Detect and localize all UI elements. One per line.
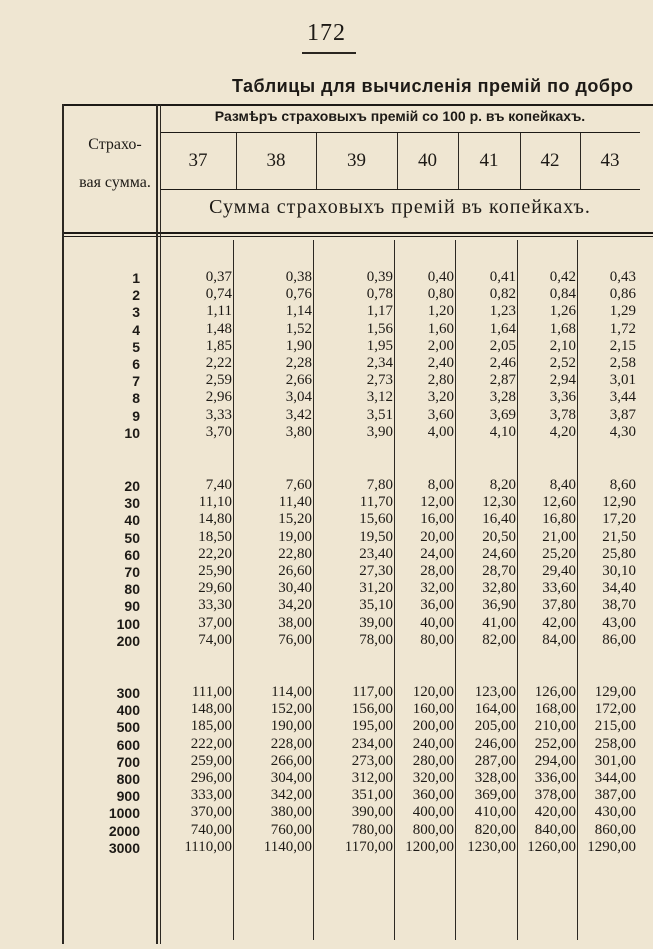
insured-sum: 80 bbox=[124, 581, 140, 598]
premium-cell: 25,90 bbox=[198, 563, 232, 579]
premium-cell: 30,40 bbox=[278, 580, 312, 597]
premium-cell: 2,59 bbox=[205, 372, 232, 389]
premium-cell: 2,05 bbox=[489, 337, 516, 354]
premium-cell: 304,00 bbox=[270, 770, 312, 786]
premium-cell: 3,28 bbox=[489, 389, 516, 406]
premium-cell: 0,40 bbox=[427, 269, 454, 285]
premium-cell: 0,84 bbox=[549, 286, 576, 303]
premium-cell: 123,00 bbox=[474, 684, 516, 700]
insured-sum: 40 bbox=[124, 512, 140, 529]
column-header: 39 bbox=[347, 150, 366, 171]
premium-cell: 210,00 bbox=[534, 718, 576, 735]
page-title: Таблицы для вычисленія премій по добро bbox=[232, 76, 634, 96]
insured-sum: 20 bbox=[124, 478, 140, 494]
premium-cell: 328,00 bbox=[474, 770, 516, 786]
premium-cell: 1,26 bbox=[549, 303, 576, 320]
table-left-border bbox=[62, 104, 64, 944]
premium-cell: 2,28 bbox=[285, 355, 312, 371]
insured-sum: 700 bbox=[116, 753, 140, 770]
premium-cell: 29,60 bbox=[198, 580, 232, 597]
premium-cell: 3,33 bbox=[205, 406, 232, 423]
premium-cell: 215,00 bbox=[594, 718, 636, 735]
premium-cell: 3,69 bbox=[489, 406, 516, 423]
premium-cell: 129,00 bbox=[594, 684, 636, 700]
premium-cell: 120,00 bbox=[412, 684, 454, 700]
premium-cell: 2,96 bbox=[205, 389, 232, 406]
insured-sum: 900 bbox=[116, 788, 140, 805]
premium-cell: 222,00 bbox=[190, 735, 232, 752]
premium-cell: 240,00 bbox=[412, 735, 454, 752]
premium-cell: 1,20 bbox=[427, 303, 454, 320]
premium-cell: 15,60 bbox=[359, 511, 393, 528]
premium-cell: 24,00 bbox=[420, 545, 454, 562]
premium-cell: 380,00 bbox=[270, 804, 312, 821]
premium-cell: 117,00 bbox=[352, 684, 393, 700]
premium-cell: 1,64 bbox=[489, 320, 516, 337]
premium-cell: 36,00 bbox=[420, 597, 454, 614]
premium-cell: 3,44 bbox=[609, 389, 636, 406]
column-header: 40 bbox=[418, 150, 437, 171]
premium-cell: 1,85 bbox=[205, 337, 232, 354]
premium-cell: 1,11 bbox=[206, 303, 232, 320]
premium-cell: 33,60 bbox=[542, 580, 576, 597]
premium-cell: 31,20 bbox=[359, 580, 393, 597]
premium-cell: 400,00 bbox=[412, 804, 454, 821]
premium-cell: 342,00 bbox=[270, 787, 312, 804]
premium-cell: 840,00 bbox=[534, 821, 576, 838]
premium-cell: 41,00 bbox=[482, 614, 516, 631]
premium-cell: 1,95 bbox=[366, 337, 393, 354]
premium-cell: 1,48 bbox=[205, 320, 232, 337]
premium-cell: 351,00 bbox=[351, 787, 393, 804]
premium-cell: 860,00 bbox=[594, 821, 636, 838]
insured-sum: 6 bbox=[132, 356, 140, 372]
premium-cell: 3,01 bbox=[609, 372, 636, 389]
premium-cell: 40,00 bbox=[420, 614, 454, 631]
premium-cell: 333,00 bbox=[190, 787, 232, 804]
table-top-rule bbox=[62, 104, 653, 106]
premium-cell: 1,90 bbox=[285, 337, 312, 354]
premium-cell: 0,78 bbox=[366, 286, 393, 303]
insured-sum: 10 bbox=[124, 424, 140, 441]
column-divider bbox=[458, 133, 459, 189]
stub-header-line-2: вая сумма. bbox=[79, 174, 151, 191]
premium-cell: 234,00 bbox=[351, 735, 393, 752]
premium-cell: 114,00 bbox=[271, 684, 312, 700]
premium-cell: 86,00 bbox=[602, 631, 636, 648]
premium-cell: 430,00 bbox=[594, 804, 636, 821]
insured-sum: 70 bbox=[124, 564, 140, 580]
premium-cell: 1200,00 bbox=[405, 838, 454, 855]
insured-sum: 800 bbox=[116, 771, 140, 787]
premium-cell: 0,82 bbox=[489, 286, 516, 303]
premium-cell: 259,00 bbox=[190, 752, 232, 769]
column-header: 43 bbox=[600, 150, 620, 171]
premium-cell: 301,00 bbox=[594, 752, 636, 769]
premium-cell: 42,00 bbox=[542, 614, 576, 631]
column-divider bbox=[397, 133, 398, 189]
premium-cell: 195,00 bbox=[351, 718, 393, 735]
premium-cell: 2,15 bbox=[609, 337, 636, 354]
premium-cell: 273,00 bbox=[351, 752, 393, 769]
premium-cell: 34,20 bbox=[278, 597, 312, 614]
premium-cell: 0,38 bbox=[285, 269, 312, 285]
insured-sum: 5 bbox=[132, 338, 140, 355]
premium-cell: 28,70 bbox=[482, 563, 516, 579]
premium-cell: 24,60 bbox=[482, 545, 516, 562]
premium-cell: 4,20 bbox=[549, 423, 576, 440]
premium-cell: 0,74 bbox=[205, 286, 232, 303]
premium-cell: 1,29 bbox=[609, 303, 636, 320]
premium-cell: 37,00 bbox=[198, 614, 232, 631]
insured-sum: 30 bbox=[124, 495, 140, 512]
insured-sum: 9 bbox=[132, 407, 140, 424]
premium-cell: 370,00 bbox=[190, 804, 232, 821]
premium-cell: 185,00 bbox=[190, 718, 232, 735]
premium-cell: 7,40 bbox=[205, 477, 232, 493]
premium-cell: 1140,00 bbox=[263, 838, 312, 855]
premium-cell: 12,30 bbox=[482, 494, 516, 511]
premium-cell: 2,66 bbox=[285, 372, 312, 389]
premium-cell: 3,51 bbox=[366, 406, 393, 423]
premium-cell: 2,73 bbox=[366, 372, 393, 389]
premium-cell: 320,00 bbox=[412, 770, 454, 786]
premium-cell: 20,50 bbox=[482, 528, 516, 545]
premium-cell: 740,00 bbox=[190, 821, 232, 838]
premium-cell: 0,39 bbox=[366, 269, 393, 285]
table-header-rule-2 bbox=[62, 236, 653, 237]
rate-header: Размѣръ страховыхъ премій со 100 р. въ копейкахъ. bbox=[214, 108, 586, 124]
premium-cell: 200,00 bbox=[412, 718, 454, 735]
premium-cell: 280,00 bbox=[412, 752, 454, 769]
insured-sum: 3 bbox=[132, 304, 140, 321]
premium-cell: 287,00 bbox=[474, 752, 516, 769]
insured-sum: 4 bbox=[132, 321, 140, 338]
premium-cell: 76,00 bbox=[278, 631, 312, 648]
premium-cell: 26,60 bbox=[278, 563, 312, 579]
premium-cell: 11,70 bbox=[359, 494, 393, 511]
premium-cell: 0,43 bbox=[609, 269, 636, 285]
premium-cell: 17,20 bbox=[602, 511, 636, 528]
premium-cell: 74,00 bbox=[198, 631, 232, 648]
premium-cell: 43,00 bbox=[602, 614, 636, 631]
premium-cell: 1260,00 bbox=[527, 838, 576, 855]
insured-sum: 300 bbox=[116, 685, 140, 701]
premium-cell: 7,80 bbox=[366, 477, 393, 493]
insured-sum: 200 bbox=[116, 632, 140, 649]
stub-header-line-1: Страхо- bbox=[88, 136, 142, 153]
premium-cell: 160,00 bbox=[412, 701, 454, 718]
premium-cell: 111,00 bbox=[191, 684, 232, 700]
premium-cell: 1,14 bbox=[285, 303, 312, 320]
premium-cell: 8,60 bbox=[609, 477, 636, 493]
premium-cell: 378,00 bbox=[534, 787, 576, 804]
premium-cell: 21,50 bbox=[602, 528, 636, 545]
premium-cell: 15,20 bbox=[278, 511, 312, 528]
premium-cell: 12,60 bbox=[542, 494, 576, 511]
premium-cell: 38,70 bbox=[602, 597, 636, 614]
premium-cell: 0,76 bbox=[285, 286, 312, 303]
premium-cell: 12,90 bbox=[602, 494, 636, 511]
premium-cell: 336,00 bbox=[534, 770, 576, 786]
premium-cell: 4,00 bbox=[427, 423, 454, 440]
premium-cell: 164,00 bbox=[474, 701, 516, 718]
premium-cell: 0,42 bbox=[549, 269, 576, 285]
premium-cell: 390,00 bbox=[351, 804, 393, 821]
premium-cell: 420,00 bbox=[534, 804, 576, 821]
premium-cell: 4,10 bbox=[489, 423, 516, 440]
premium-cell: 82,00 bbox=[482, 631, 516, 648]
premium-cell: 172,00 bbox=[594, 701, 636, 718]
premium-cell: 126,00 bbox=[534, 684, 576, 700]
premium-cell: 11,40 bbox=[278, 494, 312, 511]
premium-cell: 4,30 bbox=[609, 423, 636, 440]
premium-cell: 152,00 bbox=[270, 701, 312, 718]
insured-sum: 2000 bbox=[108, 822, 140, 839]
premium-cell: 28,00 bbox=[420, 563, 454, 579]
premium-cell: 228,00 bbox=[270, 735, 312, 752]
insured-sum: 1 bbox=[132, 270, 140, 286]
premium-cell: 1,52 bbox=[285, 320, 312, 337]
premium-cell: 800,00 bbox=[412, 821, 454, 838]
premium-cell: 0,41 bbox=[489, 269, 516, 285]
premium-cell: 2,46 bbox=[489, 355, 516, 371]
premium-cell: 22,80 bbox=[278, 545, 312, 562]
premium-cell: 148,00 bbox=[190, 701, 232, 718]
insured-sum: 2 bbox=[132, 287, 140, 304]
premium-cell: 760,00 bbox=[270, 821, 312, 838]
premium-cell: 3,87 bbox=[609, 406, 636, 423]
premium-cell: 33,30 bbox=[198, 597, 232, 614]
premium-cell: 190,00 bbox=[270, 718, 312, 735]
premium-cell: 12,00 bbox=[420, 494, 454, 511]
premium-cell: 7,60 bbox=[285, 477, 312, 493]
premium-cell: 1,68 bbox=[549, 320, 576, 337]
insured-sum: 7 bbox=[132, 373, 140, 390]
column-header: 38 bbox=[266, 150, 286, 171]
insured-sum: 8 bbox=[132, 390, 140, 407]
insured-sum: 60 bbox=[124, 546, 140, 563]
premium-cell: 36,90 bbox=[482, 597, 516, 614]
premium-cell: 312,00 bbox=[351, 770, 393, 786]
premium-cell: 2,40 bbox=[427, 355, 454, 371]
premium-cell: 1110,00 bbox=[184, 838, 232, 855]
insured-sum: 400 bbox=[116, 702, 140, 719]
premium-cell: 32,80 bbox=[482, 580, 516, 597]
premium-cell: 25,20 bbox=[542, 545, 576, 562]
premium-cell: 2,87 bbox=[489, 372, 516, 389]
premium-cell: 8,00 bbox=[427, 477, 454, 493]
premium-cell: 23,40 bbox=[359, 545, 393, 562]
premium-cell: 156,00 bbox=[351, 701, 393, 718]
premium-cell: 3,80 bbox=[285, 423, 312, 440]
column-header: 41 bbox=[479, 150, 499, 171]
premium-cell: 32,00 bbox=[420, 580, 454, 597]
premium-cell: 3,12 bbox=[366, 389, 393, 406]
premium-cell: 168,00 bbox=[534, 701, 576, 718]
premium-cell: 8,40 bbox=[549, 477, 576, 493]
column-divider bbox=[236, 133, 237, 189]
premium-cell: 84,00 bbox=[542, 631, 576, 648]
premium-cell: 37,80 bbox=[542, 597, 576, 614]
premium-cell: 2,80 bbox=[427, 372, 454, 389]
premium-cell: 3,60 bbox=[427, 406, 454, 423]
premium-cell: 25,80 bbox=[602, 545, 636, 562]
premium-cell: 1,17 bbox=[366, 303, 393, 320]
premium-cell: 0,37 bbox=[205, 269, 232, 285]
premium-cell: 22,20 bbox=[198, 545, 232, 562]
premium-cell: 27,30 bbox=[359, 563, 393, 579]
premium-cell: 39,00 bbox=[359, 614, 393, 631]
premium-cell: 1,56 bbox=[366, 320, 393, 337]
premium-cell: 11,10 bbox=[198, 494, 232, 511]
premium-cell: 0,80 bbox=[427, 286, 454, 303]
premium-cell: 1,60 bbox=[427, 320, 454, 337]
premium-cell: 34,40 bbox=[602, 580, 636, 597]
premium-cell: 0,86 bbox=[609, 286, 636, 303]
premium-cell: 3,78 bbox=[549, 406, 576, 423]
premium-cell: 246,00 bbox=[474, 735, 516, 752]
page-number: 172 bbox=[307, 20, 346, 46]
premium-cell: 20,00 bbox=[420, 528, 454, 545]
premium-cell: 80,00 bbox=[420, 631, 454, 648]
premium-cell: 3,90 bbox=[366, 423, 393, 440]
sum-header: Сумма страховыхъ премій въ копейкахъ. bbox=[209, 196, 591, 218]
insured-sum: 3000 bbox=[108, 839, 140, 856]
premium-cell: 78,00 bbox=[359, 631, 393, 648]
premium-cell: 1,72 bbox=[609, 320, 636, 337]
premium-cell: 3,04 bbox=[285, 389, 312, 406]
column-header: 42 bbox=[540, 150, 560, 171]
premium-cell: 18,50 bbox=[198, 528, 232, 545]
premium-cell: 410,00 bbox=[474, 804, 516, 821]
premium-cell: 252,00 bbox=[534, 735, 576, 752]
premium-cell: 1290,00 bbox=[587, 838, 636, 855]
premium-cell: 30,10 bbox=[602, 563, 636, 579]
insured-sum: 1000 bbox=[108, 805, 140, 822]
table-header-rule bbox=[62, 232, 653, 234]
premium-cell: 2,58 bbox=[609, 355, 636, 371]
page-number-rule bbox=[302, 52, 356, 54]
premium-cell: 344,00 bbox=[594, 770, 636, 786]
premium-cell: 294,00 bbox=[534, 752, 576, 769]
premium-cell: 8,20 bbox=[489, 477, 516, 493]
premium-cell: 3,20 bbox=[427, 389, 454, 406]
premium-cell: 19,00 bbox=[278, 528, 312, 545]
premium-cell: 14,80 bbox=[198, 511, 232, 528]
premium-cell: 2,00 bbox=[427, 337, 454, 354]
premium-cell: 2,52 bbox=[549, 355, 576, 371]
premium-cell: 820,00 bbox=[474, 821, 516, 838]
premium-cell: 387,00 bbox=[594, 787, 636, 804]
column-divider bbox=[580, 133, 581, 189]
insured-sum: 90 bbox=[124, 598, 140, 615]
column-header: 37 bbox=[188, 150, 208, 171]
insured-sum: 50 bbox=[124, 529, 140, 546]
insured-sum: 100 bbox=[116, 615, 140, 632]
premium-cell: 360,00 bbox=[412, 787, 454, 804]
premium-cell: 35,10 bbox=[359, 597, 393, 614]
premium-cell: 205,00 bbox=[474, 718, 516, 735]
premium-cell: 369,00 bbox=[474, 787, 516, 804]
premium-cell: 1,23 bbox=[489, 303, 516, 320]
premium-cell: 3,42 bbox=[285, 406, 312, 423]
premium-cell: 266,00 bbox=[270, 752, 312, 769]
premium-cell: 3,36 bbox=[549, 389, 576, 406]
insured-sum: 600 bbox=[116, 736, 140, 753]
premium-cell: 296,00 bbox=[190, 770, 232, 786]
rate-header-underline bbox=[160, 132, 640, 133]
premium-cell: 16,00 bbox=[420, 511, 454, 528]
insured-sum: 500 bbox=[116, 719, 140, 736]
premium-cell: 1230,00 bbox=[467, 838, 516, 855]
premium-cell: 3,70 bbox=[205, 423, 232, 440]
premium-cell: 2,22 bbox=[205, 355, 232, 371]
premium-cell: 19,50 bbox=[359, 528, 393, 545]
columns-underline bbox=[160, 189, 640, 190]
premium-cell: 1170,00 bbox=[344, 838, 393, 855]
premium-cell: 16,40 bbox=[482, 511, 516, 528]
premium-cell: 16,80 bbox=[542, 511, 576, 528]
premium-cell: 258,00 bbox=[594, 735, 636, 752]
premium-cell: 2,34 bbox=[366, 355, 393, 371]
premium-cell: 2,94 bbox=[549, 372, 576, 389]
column-divider bbox=[520, 133, 521, 189]
premium-cell: 21,00 bbox=[542, 528, 576, 545]
premium-cell: 2,10 bbox=[549, 337, 576, 354]
premium-cell: 780,00 bbox=[351, 821, 393, 838]
premium-cell: 38,00 bbox=[278, 614, 312, 631]
premium-cell: 29,40 bbox=[542, 563, 576, 579]
column-divider bbox=[316, 133, 317, 189]
